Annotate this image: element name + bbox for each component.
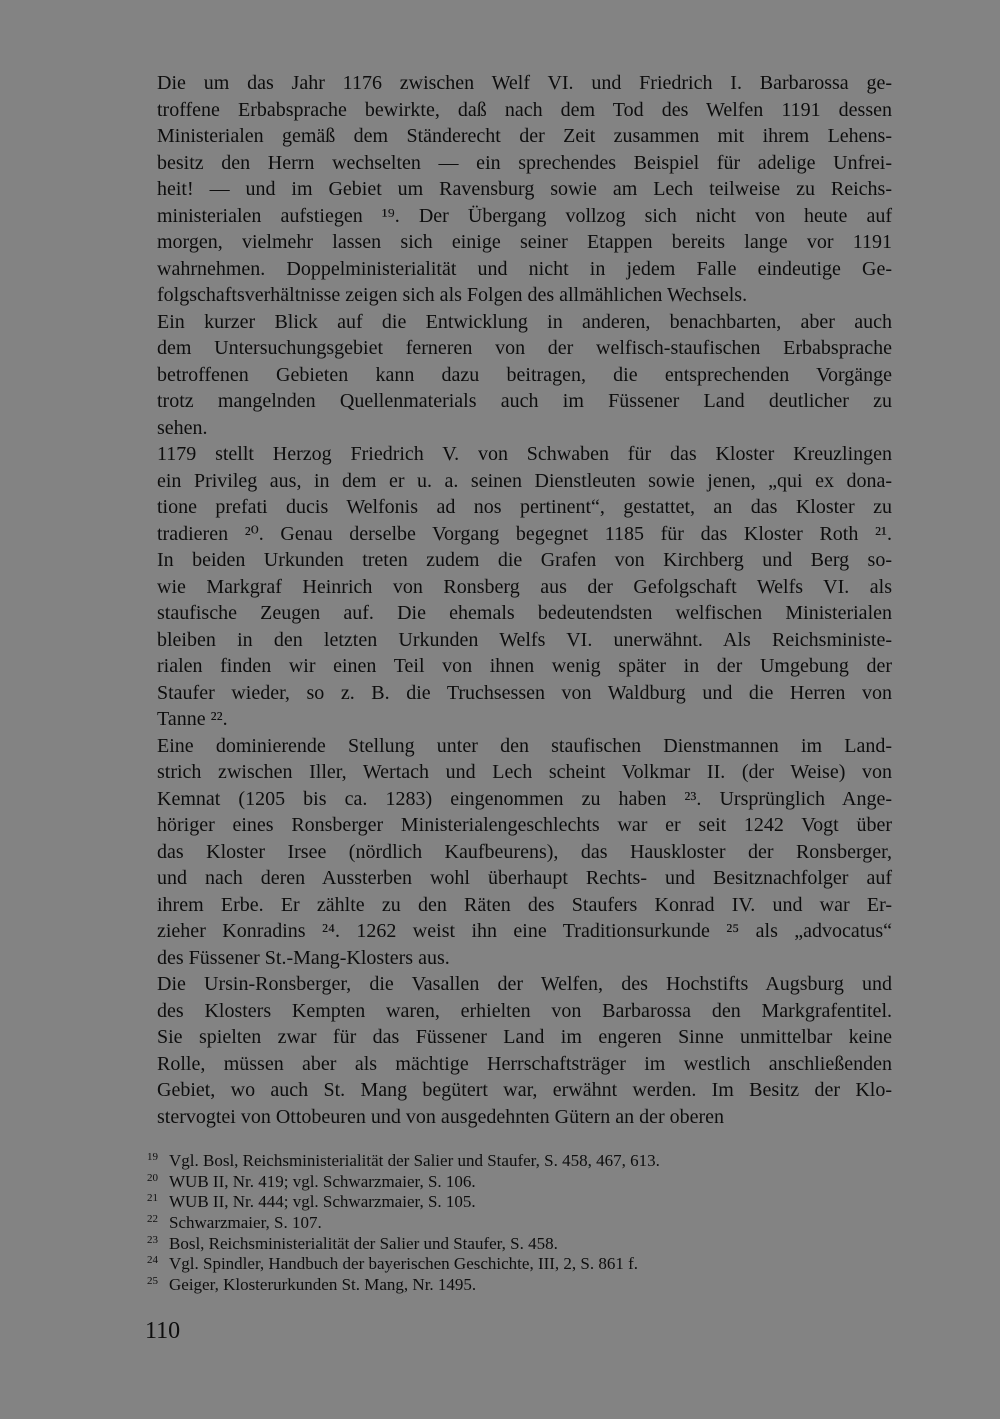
text-line: wahrnehmen. Doppelministerialität und nicht in jedem Falle eindeutige Ge- xyxy=(157,257,892,280)
text-line: dem Untersuchungsgebiet ferneren von der welfisch-staufischen Erbabsprache xyxy=(157,337,892,359)
text-line: betroffenen Gebieten kann dazu beitragen, die entsprechenden Vorgänge xyxy=(157,363,892,386)
text-line: Tanne ²². xyxy=(157,708,228,730)
text-line: wie Markgraf Heinrich von Ronsberg aus der Gefolgschaft Welfs VI. als xyxy=(157,575,892,598)
main-text xyxy=(157,70,892,1130)
text-line: Eine dominierende Stellung unter den staufischen Dienstmannen im Land- xyxy=(157,734,892,757)
text-line: des Füssener St.-Mang-Klosters aus. xyxy=(157,946,450,969)
paragraph xyxy=(157,733,892,972)
text-line: morgen, vielmehr lassen sich einige seiner Etappen bereits lange vor 1191 xyxy=(157,231,892,253)
text-line: ministerialen aufstiegen ¹⁹. Der Übergang vollzog sich nicht von heute auf xyxy=(157,204,892,227)
footnote xyxy=(147,1188,847,1212)
footnote xyxy=(147,1230,847,1251)
text-line: Staufer wieder, so z. B. die Truchsessen von Waldburg und die Herren von xyxy=(157,681,892,704)
text-line: folgschaftsverhältnisse zeigen sich als Folgen des allmählichen Wechsels. xyxy=(157,284,748,306)
paragraph xyxy=(157,70,892,309)
text-line: rialen finden wir einen Teil von ihnen wenig später in der Umgebung der xyxy=(157,655,892,677)
text-line: trotz mangelnden Quellenmaterials auch im Füssener Land deutlicher zu xyxy=(157,390,892,412)
footnote-number: 22 xyxy=(147,1213,158,1226)
text-line: 1179 stellt Herzog Friedrich V. von Schwaben für das Kloster Kreuzlingen xyxy=(157,443,892,465)
paragraph xyxy=(157,971,892,1130)
text-line: tione prefati ducis Welfonis ad nos pertinent“, gestattet, an das Kloster zu xyxy=(157,496,892,518)
text-line: des Klosters Kempten waren, erhielten von Barbarossa den Markgrafentitel. xyxy=(157,999,892,1022)
text-line: bleiben in den letzten Urkunden Welfs VI. unerwähnt. Als Reichsministe- xyxy=(157,628,892,651)
footnote-number: 25 xyxy=(147,1275,158,1288)
footnote-text: Geiger, Klosterurkunden St. Mang, Nr. 1495. xyxy=(169,1275,477,1295)
text-line: strich zwischen Iller, Wertach und Lech scheint Volkmar II. (der Weise) von xyxy=(157,761,892,783)
text-line: In beiden Urkunden treten zudem die Grafen von Kirchberg und Berg so- xyxy=(157,549,892,571)
footnote-text: Vgl. Spindler, Handbuch der bayerischen Geschichte, III, 2, S. 861 f. xyxy=(169,1254,639,1274)
footnote xyxy=(147,1168,847,1189)
footnote-text: Bosl, Reichsministerialität der Salier und Staufer, S. 458. xyxy=(169,1233,558,1253)
footnote xyxy=(147,1271,847,1295)
text-line: Gebiet, wo auch St. Mang begütert war, erwähnt werden. Im Besitz der Klo- xyxy=(157,1079,892,1101)
page-number: 110 xyxy=(145,1318,181,1344)
text-line: Die um das Jahr 1176 zwischen Welf VI. und Friedrich I. Barbarossa ge- xyxy=(157,72,892,94)
text-line: Rolle, müssen aber als mächtige Herrschaftsträger im westlich anschließenden xyxy=(157,1052,892,1075)
footnote-text: WUB II, Nr. 419; vgl. Schwarzmaier, S. 106. xyxy=(169,1171,476,1191)
footnote xyxy=(147,1250,847,1274)
text-line: sehen. xyxy=(157,416,208,439)
text-line: tradieren ²⁰. Genau derselbe Vorgang begegnet 1185 für das Kloster Roth ²¹. xyxy=(157,522,892,545)
text-line: troffene Erbabsprache bewirkte, daß nach dem Tod des Welfen 1191 dessen xyxy=(157,98,892,121)
footnote-number: 19 xyxy=(147,1151,158,1163)
footnote-number: 21 xyxy=(147,1192,158,1205)
footnote-number: 23 xyxy=(147,1233,158,1246)
text-line: stervogtei von Ottobeuren und von ausgedehnten Gütern an der oberen xyxy=(157,1105,725,1128)
text-line: das Kloster Irsee (nördlich Kaufbeurens), das Hauskloster der Ronsberger, xyxy=(157,840,892,863)
text-line: und nach deren Aussterben wohl überhaupt Rechts- und Besitznachfolger auf xyxy=(157,867,892,889)
text-line: Sie spielten zwar für das Füssener Land im engeren Sinne unmittelbar keine xyxy=(157,1026,892,1048)
footnote-text: WUB II, Nr. 444; vgl. Schwarzmaier, S. 105. xyxy=(169,1192,476,1212)
footnotes xyxy=(147,1147,847,1295)
text-line: ihrem Erbe. Er zählte zu den Räten des Staufers Konrad IV. und war Er- xyxy=(157,893,892,916)
text-line: höriger eines Ronsberger Ministerialengeschlechts war er seit 1242 Vogt über xyxy=(157,814,892,836)
footnote xyxy=(147,1147,847,1168)
paragraph xyxy=(157,309,892,442)
text-line: Kemnat (1205 bis ca. 1283) eingenommen zu haben ²³. Ursprünglich Ange- xyxy=(157,787,892,810)
text-line: Ein kurzer Blick auf die Entwicklung in anderen, benachbarten, aber auch xyxy=(157,310,892,333)
text-line: zieher Konradins ²⁴. 1262 weist ihn eine Traditionsurkunde ²⁵ als „advocatus“ xyxy=(157,920,892,942)
text-line: heit! — und im Gebiet um Ravensburg sowie am Lech teilweise zu Reichs- xyxy=(157,178,892,200)
paragraph xyxy=(157,441,892,733)
footnote-text: Schwarzmaier, S. 107. xyxy=(169,1213,322,1233)
footnote xyxy=(147,1209,847,1233)
text-line: Ministerialen gemäß dem Ständerecht der Zeit zusammen mit ihrem Lehens- xyxy=(157,125,892,147)
footnote-number: 20 xyxy=(147,1171,158,1184)
text-line: staufische Zeugen auf. Die ehemals bedeutendsten welfischen Ministerialen xyxy=(157,602,892,624)
text-line: besitz den Herrn wechselten — ein sprechendes Beispiel für adelige Unfrei- xyxy=(157,151,892,174)
text-line: Die Ursin-Ronsberger, die Vasallen der Welfen, des Hochstifts Augsburg und xyxy=(157,973,892,995)
footnote-number: 24 xyxy=(147,1254,158,1267)
footnote-text: Vgl. Bosl, Reichsministerialität der Salier und Staufer, S. 458, 467, 613. xyxy=(169,1151,660,1170)
text-line: ein Privileg aus, in dem er u. a. seinen Dienstleuten sowie jenen, „qui ex dona- xyxy=(157,469,892,492)
